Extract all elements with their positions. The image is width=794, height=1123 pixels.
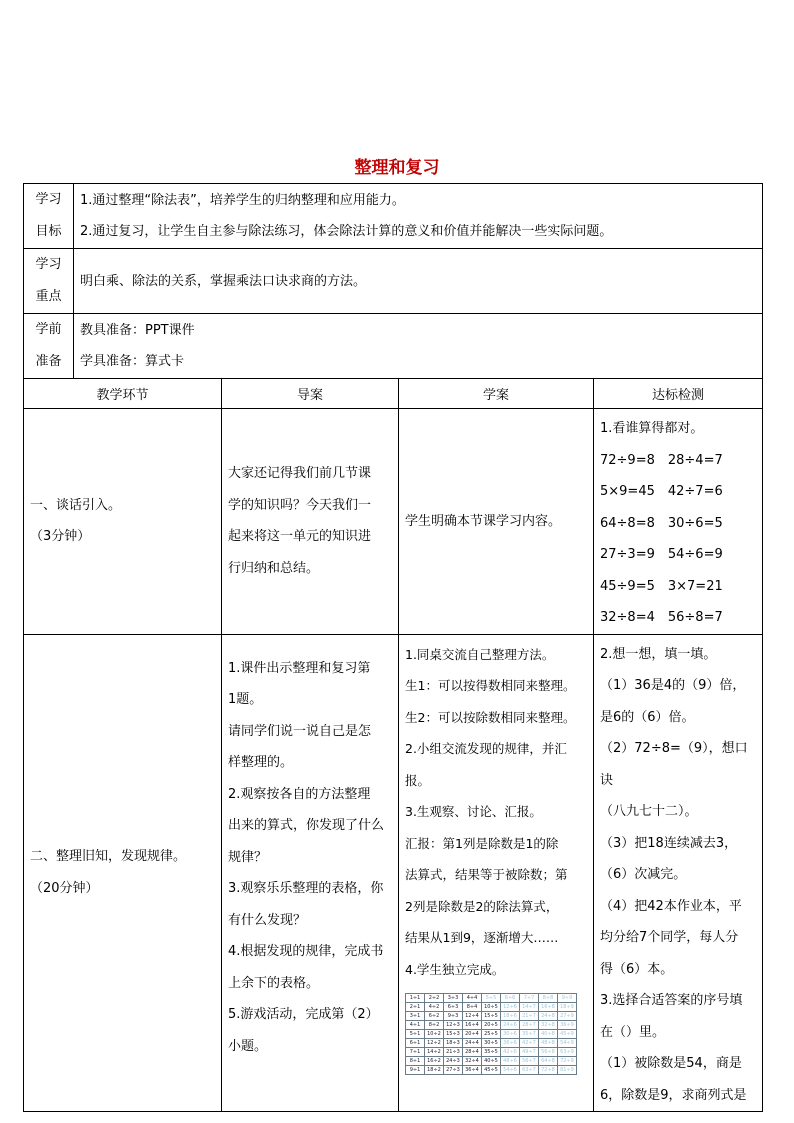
division-table-cell: 25÷5	[482, 1030, 501, 1039]
division-table-cell: 10÷2	[425, 1030, 444, 1039]
division-table-cell: 81÷9	[558, 1066, 577, 1075]
division-table-row	[406, 1057, 577, 1066]
division-table-cell: 9÷1	[406, 1066, 425, 1075]
division-table-row	[406, 1021, 577, 1030]
division-table-cell: 10÷5	[482, 1003, 501, 1012]
guide-line: 5.游戏活动，完成第（2）	[228, 1007, 379, 1022]
check-line: 72÷9=8 28÷4=7	[600, 452, 723, 468]
division-table-cell: 20÷4	[463, 1030, 482, 1039]
division-table-row	[406, 1003, 577, 1012]
guide-line: 出来的算式，你发现了什么	[228, 818, 385, 833]
section1-guide	[222, 409, 399, 635]
division-table-cell: 20÷5	[482, 1021, 501, 1030]
guide-line: 请同学们说一说自己是怎	[228, 723, 372, 739]
division-table-cell: 45÷9	[558, 1030, 577, 1039]
division-table-cell: 15÷3	[444, 1030, 463, 1039]
section1-study: 学生明确本节课学习内容。	[399, 409, 594, 635]
check-line: 在（）里。	[600, 1024, 666, 1040]
division-table-row	[406, 1012, 577, 1021]
label-line: 目标	[35, 224, 62, 239]
division-table-cell: 54÷9	[558, 1039, 577, 1048]
section1-step	[24, 409, 222, 635]
division-table-cell: 40÷8	[539, 1030, 558, 1039]
header-check: 达标检测	[594, 379, 763, 409]
header-step: 教学环节	[24, 379, 222, 409]
division-table-cell: 5÷1	[406, 1030, 425, 1039]
guide-line: 大家还记得我们前几节课	[228, 466, 372, 482]
division-table-cell: 40÷5	[482, 1057, 501, 1066]
header-guide: 导案	[222, 379, 399, 409]
division-table-cell: 63÷9	[558, 1048, 577, 1057]
division-table-cell: 7÷1	[406, 1048, 425, 1057]
study-line: 法算式，结果等于被除数；第	[405, 867, 568, 882]
section1-check	[594, 409, 763, 635]
header-study: 学案	[399, 379, 594, 409]
check-line: 27÷3=9 54÷6=9	[600, 547, 723, 562]
study-line: 报。	[405, 772, 431, 788]
division-table-row	[406, 1039, 577, 1048]
division-table-cell: 15÷5	[482, 1012, 501, 1021]
check-line: 6，除数是9，求商列式是	[600, 1087, 747, 1103]
prep-label	[24, 314, 74, 379]
division-table-cell: 24÷6	[501, 1021, 520, 1030]
division-table-cell: 30÷6	[501, 1030, 520, 1039]
prep-line: 学具准备：算式卡	[80, 354, 185, 369]
guide-line: 1题。	[228, 692, 263, 707]
division-table-cell: 9÷3	[444, 1012, 463, 1021]
division-table-cell: 49÷7	[520, 1048, 539, 1057]
division-table-image	[405, 993, 577, 1075]
division-table-cell: 18÷6	[501, 1012, 520, 1021]
key-row	[24, 249, 763, 314]
guide-line: 3.观察乐乐整理的表格，你	[228, 881, 384, 896]
key-label	[24, 249, 74, 314]
division-table-cell: 32÷8	[539, 1021, 558, 1030]
division-table-cell: 5÷5	[482, 994, 501, 1003]
study-line: 生1：可以按得数相同来整理。	[405, 678, 576, 693]
division-table-cell: 72÷8	[539, 1066, 558, 1075]
division-table-cell: 21÷3	[444, 1048, 463, 1057]
division-table-cell: 14÷7	[520, 1003, 539, 1012]
division-table-cell: 56÷7	[520, 1057, 539, 1066]
division-table-cell: 35÷5	[482, 1048, 501, 1057]
study-line: 汇报：第1列是除数是1的除	[405, 835, 559, 851]
check-line: 是6的（6）倍。	[600, 709, 695, 725]
header-row	[24, 379, 763, 409]
division-table-cell: 45÷5	[482, 1066, 501, 1075]
guide-line: 学的知识吗？今天我们一	[228, 497, 372, 513]
division-table-cell: 56÷8	[539, 1048, 558, 1057]
division-table-cell: 1÷1	[406, 994, 425, 1003]
division-table-cell: 8÷8	[539, 994, 558, 1003]
check-line: （1）被除数是54，商是	[600, 1056, 742, 1071]
check-line: 5×9=45 42÷7=6	[600, 484, 723, 499]
goal-line: 1.通过整理“除法表”，培养学生的归纳整理和应用能力。	[80, 193, 405, 208]
division-table-cell: 36÷4	[463, 1066, 482, 1075]
check-line: （2）72÷8=（9），想口诀	[600, 741, 748, 788]
division-table-row	[406, 1048, 577, 1057]
prep-content	[74, 314, 763, 379]
guide-line: 小题。	[228, 1038, 268, 1054]
guide-line: 上余下的表格。	[228, 975, 320, 991]
division-table-cell: 8÷1	[406, 1057, 425, 1066]
check-line: （4）把42本作业本，平	[600, 898, 742, 914]
division-table-cell: 2÷1	[406, 1003, 425, 1012]
check-line: 均分给7个同学，每人分	[600, 930, 739, 945]
guide-line: 规律？	[228, 849, 268, 865]
division-table-cell: 12÷6	[501, 1003, 520, 1012]
division-table-cell: 4÷1	[406, 1021, 425, 1030]
study-line: 2列是除数是2的除法算式，	[405, 898, 559, 914]
check-line: 64÷8=8 30÷6=5	[600, 515, 723, 531]
division-table-cell: 18÷9	[558, 1003, 577, 1012]
division-table-cell: 24÷3	[444, 1057, 463, 1066]
section2-study	[399, 634, 594, 1112]
check-line: 2.想一想，填一填。	[600, 646, 717, 662]
division-table-cell: 36÷6	[501, 1039, 520, 1048]
division-table-cell: 48÷8	[539, 1039, 558, 1048]
division-table-cell: 42÷7	[520, 1039, 539, 1048]
division-table-cell: 35÷7	[520, 1030, 539, 1039]
division-table-cell: 16÷4	[463, 1021, 482, 1030]
study-line: 3.生观察、讨论、汇报。	[405, 804, 542, 819]
goal-content	[74, 184, 763, 249]
division-table-cell: 4÷2	[425, 1003, 444, 1012]
label-line: 学习	[35, 192, 62, 207]
study-line: 2.小组交流发现的规律，并汇	[405, 741, 567, 756]
section2-guide	[222, 634, 399, 1112]
division-table-cell: 3÷1	[406, 1012, 425, 1021]
page-title: 整理和复习	[354, 158, 440, 178]
division-table-row	[406, 994, 577, 1003]
guide-line: 2.观察按各自的方法整理	[228, 786, 371, 802]
step-line: 二、整理旧知，发现规律。	[30, 849, 187, 865]
label-line: 准备	[35, 354, 62, 369]
goal-line: 2.通过复习，让学生自主参与除法练习，体会除法计算的意义和价值并能解决一些实际问题。	[80, 224, 613, 239]
division-table-cell: 16÷2	[425, 1057, 444, 1066]
section2-check	[594, 634, 763, 1112]
check-line: 1.看谁算得都对。	[600, 421, 704, 436]
division-table-cell: 21÷7	[520, 1012, 539, 1021]
check-line: 45÷9=5 3×7=21	[600, 578, 723, 594]
check-line: 32÷8=4 56÷8=7	[600, 610, 723, 625]
guide-line: 样整理的。	[228, 755, 294, 770]
division-table-cell: 36÷9	[558, 1021, 577, 1030]
guide-line: 1.课件出示整理和复习第	[228, 660, 371, 676]
check-line: 3.选择合适答案的序号填	[600, 993, 743, 1008]
label-line: 重点	[35, 289, 62, 304]
check-line: （6）次减完。	[600, 867, 687, 882]
section1-row	[24, 409, 763, 635]
check-line: （3）把18连续减去3，	[600, 835, 738, 851]
division-table-cell: 42÷6	[501, 1048, 520, 1057]
division-table-cell: 7÷7	[520, 994, 539, 1003]
check-line: 得（6）本。	[600, 961, 674, 977]
guide-line: 起来将这一单元的知识进	[228, 529, 372, 545]
section2-step	[24, 634, 222, 1112]
division-table-cell: 6÷6	[501, 994, 520, 1003]
division-table-cell: 48÷6	[501, 1057, 520, 1066]
division-table-cell: 24÷4	[463, 1039, 482, 1048]
label-line: 学前	[35, 322, 62, 337]
lesson-plan-table	[23, 183, 763, 1112]
division-table-cell: 8÷2	[425, 1021, 444, 1030]
division-table-cell: 32÷4	[463, 1057, 482, 1066]
division-table-cell: 27÷3	[444, 1066, 463, 1075]
division-table-cell: 18÷3	[444, 1039, 463, 1048]
guide-line: 有什么发现？	[228, 912, 307, 928]
division-table-cell: 12÷4	[463, 1012, 482, 1021]
step-line: （20分钟）	[30, 880, 99, 896]
study-line: 1.同桌交流自己整理方法。	[405, 646, 555, 662]
division-table-cell: 24÷8	[539, 1012, 558, 1021]
division-table-row	[406, 1030, 577, 1039]
division-table-cell: 28÷7	[520, 1021, 539, 1030]
division-table-cell: 6÷1	[406, 1039, 425, 1048]
division-table-cell: 4÷4	[463, 994, 482, 1003]
division-table-cell: 28÷4	[463, 1048, 482, 1057]
division-table-cell: 9÷9	[558, 994, 577, 1003]
division-table-cell: 2÷2	[425, 994, 444, 1003]
division-table-cell: 30÷5	[482, 1039, 501, 1048]
study-line: 结果从1到9，逐渐增大……	[405, 930, 559, 945]
division-table-cell: 16÷8	[539, 1003, 558, 1012]
division-table-cell: 54÷6	[501, 1066, 520, 1075]
division-table-cell: 18÷2	[425, 1066, 444, 1075]
division-table-cell: 8÷4	[463, 1003, 482, 1012]
check-line: （八九七十二）。	[600, 804, 698, 819]
division-table-cell: 6÷3	[444, 1003, 463, 1012]
check-line: （1）36是4的（9）倍，	[600, 678, 746, 693]
guide-line: 行归纳和总结。	[228, 560, 320, 576]
division-table-cell: 14÷2	[425, 1048, 444, 1057]
division-table-cell: 12÷3	[444, 1021, 463, 1030]
section2-row	[24, 634, 763, 1112]
division-table-row	[406, 1066, 577, 1075]
goal-label	[24, 184, 74, 249]
division-table-cell: 27÷9	[558, 1012, 577, 1021]
step-line: 一、谈话引入。	[30, 497, 122, 513]
division-table-cell: 64÷8	[539, 1057, 558, 1066]
prep-row	[24, 314, 763, 379]
guide-line: 4.根据发现的规律，完成书	[228, 944, 384, 959]
prep-line: 教具准备：PPT课件	[80, 323, 195, 338]
study-line: 4.学生独立完成。	[405, 961, 505, 977]
division-table-cell: 6÷2	[425, 1012, 444, 1021]
division-table-cell: 12÷2	[425, 1039, 444, 1048]
study-line: 生2：可以按除数相同来整理。	[405, 709, 576, 725]
key-content: 明白乘、除法的关系，掌握乘法口诀求商的方法。	[74, 249, 763, 314]
goal-row	[24, 184, 763, 249]
step-line: （3分钟）	[30, 529, 91, 545]
division-table-cell: 63÷7	[520, 1066, 539, 1075]
division-table-cell: 72÷9	[558, 1057, 577, 1066]
label-line: 学习	[35, 257, 62, 272]
division-table-cell: 3÷3	[444, 994, 463, 1003]
